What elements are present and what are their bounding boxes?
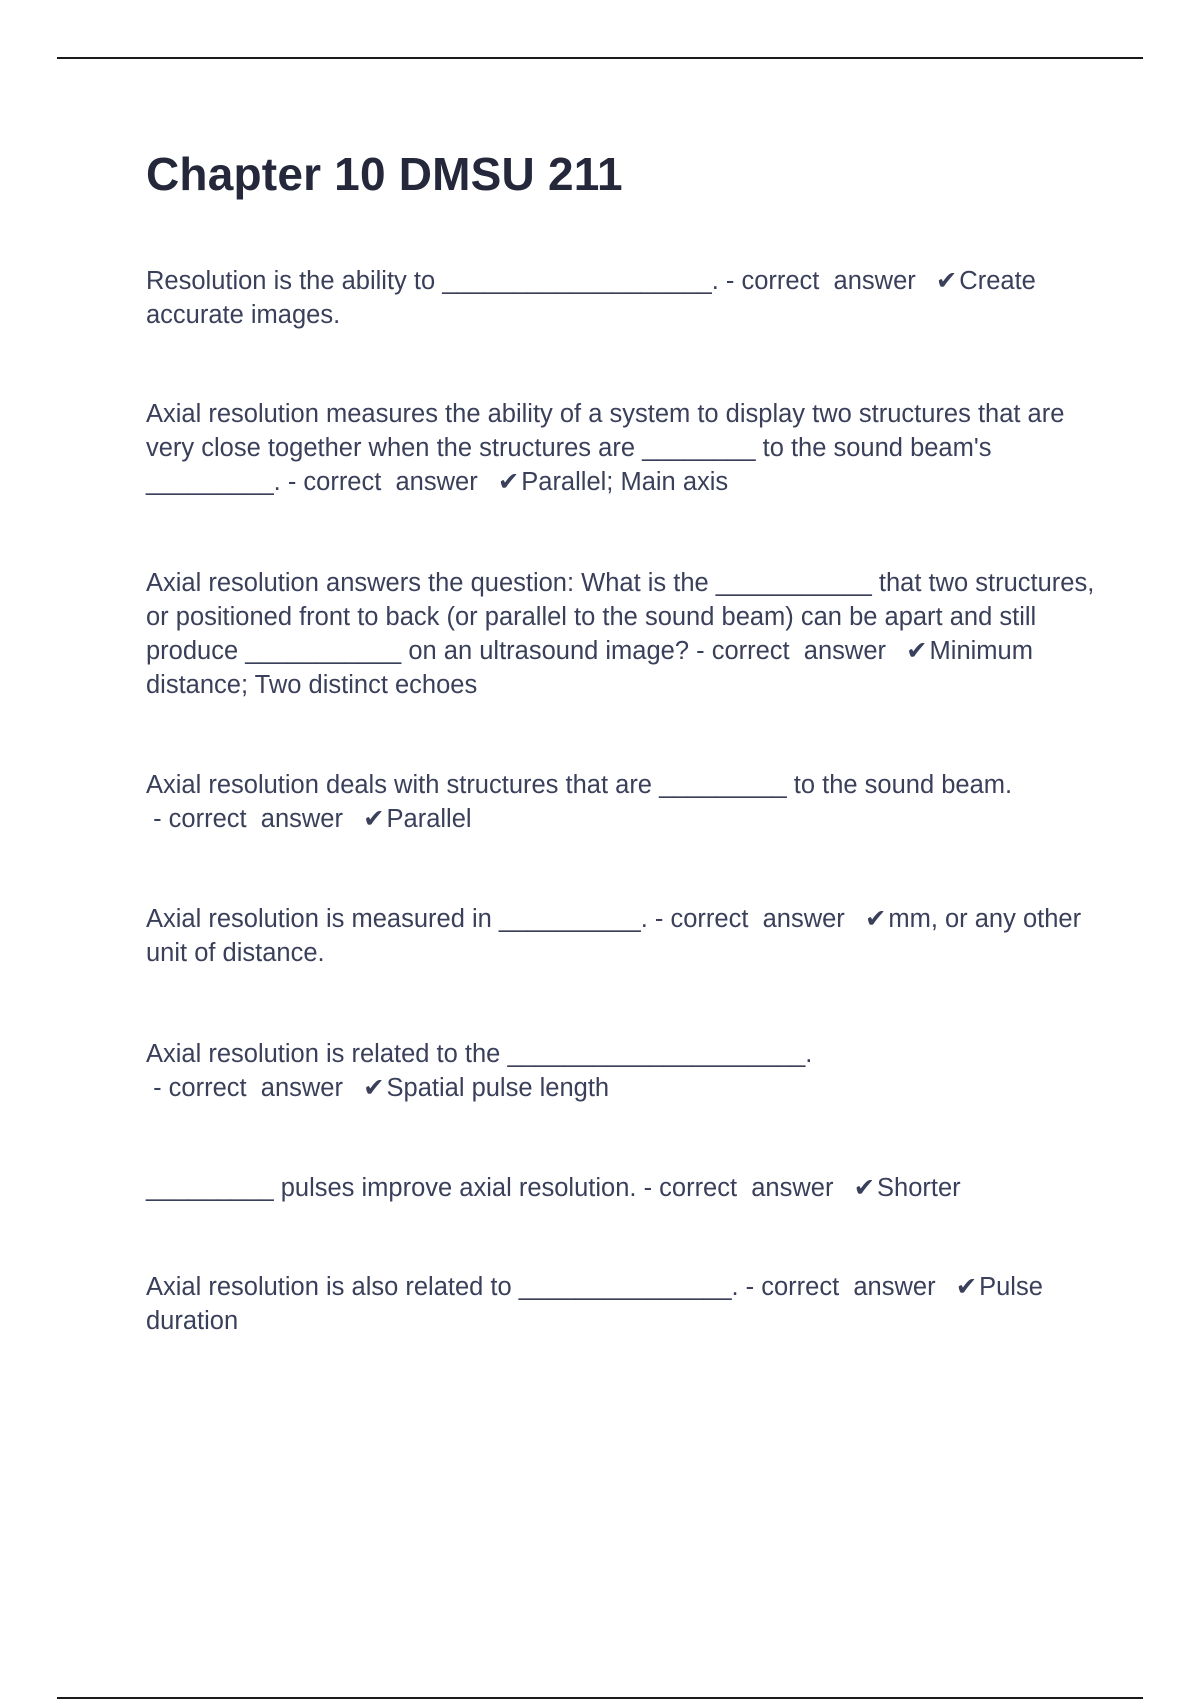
answer-label: - correct answer bbox=[718, 267, 930, 295]
answer-label: - correct answer bbox=[146, 1074, 358, 1102]
question-text: _________ pulses improve axial resolution. bbox=[146, 1174, 637, 1202]
check-icon: ✔ bbox=[363, 1074, 385, 1102]
answer-label: - correct answer bbox=[647, 905, 859, 933]
check-icon: ✔ bbox=[363, 805, 385, 833]
answer-text: Parallel bbox=[386, 805, 472, 833]
qa-item-7 bbox=[146, 1171, 1096, 1205]
answer-text: Minimum distance; Two distinct echoes bbox=[146, 637, 1033, 699]
answer-text: Pulse duration bbox=[146, 1273, 1043, 1335]
qa-item-1 bbox=[146, 264, 1096, 332]
question-text: Axial resolution is also related to _______________. bbox=[146, 1273, 739, 1301]
bottom-rule bbox=[57, 1697, 1143, 1699]
answer-label: - correct answer bbox=[738, 1273, 950, 1301]
document-body bbox=[146, 140, 1096, 1338]
qa-item-6 bbox=[146, 1037, 1096, 1105]
qa-item-2 bbox=[146, 397, 1096, 499]
answer-label: - correct answer bbox=[636, 1174, 848, 1202]
answer-text: Shorter bbox=[877, 1174, 961, 1202]
check-icon: ✔ bbox=[906, 637, 928, 665]
qa-item-4 bbox=[146, 768, 1096, 836]
check-icon: ✔ bbox=[864, 905, 887, 933]
check-icon: ✔ bbox=[935, 267, 958, 295]
answer-text: Create accurate images. bbox=[146, 267, 1036, 329]
question-text: Axial resolution answers the question: What is the ___________ that two structures, or positioned front to back (or parallel to the sound beam) can be apart and still produce ___________ on an ultrasound image? bbox=[146, 569, 1095, 665]
question-text: Axial resolution measures the ability of a system to display two structures that are very close together when the structures are ________ to the sound beam's _________. bbox=[146, 400, 1065, 496]
qa-list bbox=[146, 264, 1096, 1338]
qa-item-8 bbox=[146, 1270, 1096, 1338]
check-icon: ✔ bbox=[955, 1273, 978, 1301]
qa-item-5 bbox=[146, 902, 1096, 970]
page-title: Chapter 10 DMSU 211 bbox=[146, 148, 623, 200]
answer-label: - correct answer bbox=[146, 805, 358, 833]
question-text: Axial resolution deals with structures that are _________ to the sound beam. bbox=[146, 771, 1013, 799]
qa-item-3 bbox=[146, 566, 1096, 702]
answer-text: Parallel; Main axis bbox=[521, 468, 729, 496]
question-text: Axial resolution is measured in __________. bbox=[146, 905, 648, 933]
check-icon: ✔ bbox=[853, 1174, 875, 1202]
question-text: Axial resolution is related to the _____________________. bbox=[146, 1040, 813, 1068]
answer-text: mm, or any other unit of distance. bbox=[146, 905, 1082, 967]
top-rule bbox=[57, 57, 1143, 59]
answer-label: - correct answer bbox=[689, 637, 901, 665]
question-text: Resolution is the ability to ___________________. bbox=[146, 267, 719, 295]
answer-text: Spatial pulse length bbox=[386, 1074, 610, 1102]
check-icon: ✔ bbox=[497, 468, 520, 496]
answer-label: - correct answer bbox=[280, 468, 492, 496]
